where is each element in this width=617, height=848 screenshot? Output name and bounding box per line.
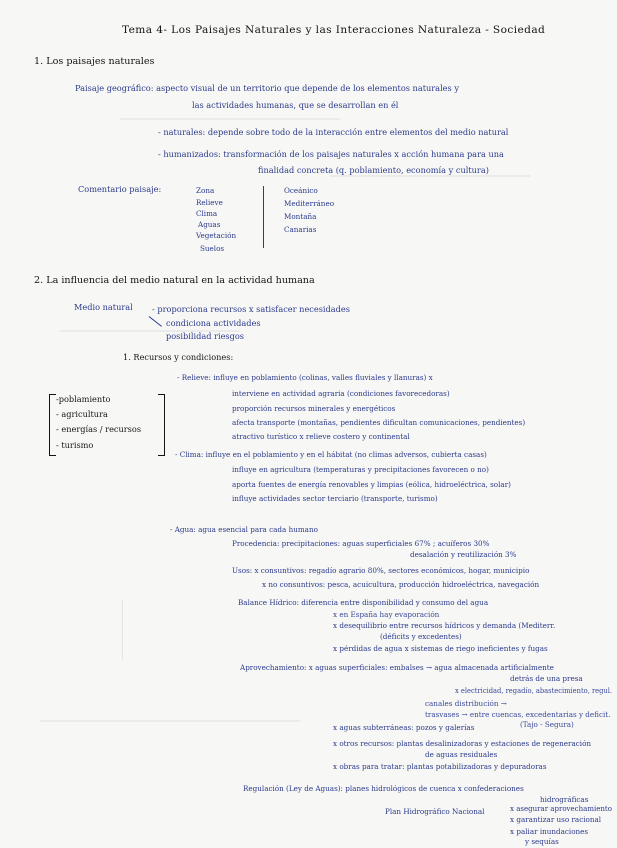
clima-line: aporta fuentes de energía renovables y limpias (eólica, hidroeléctrica, solar) [232,480,511,489]
clima-line: influye en agricultura (temperaturas y precipitaciones favorecen o no) [232,465,489,474]
paisaje-definition-line-2: las actividades humanas, que se desarrollan en él [192,100,399,110]
clima-type: Canarias [284,225,317,234]
comentario-item: Clima [196,209,218,218]
branch-line [149,316,162,327]
balance-line: x pérdidas de agua x sistemas de riego ineficientes y fugas [333,644,548,653]
medio-natural-label: Medio natural [74,302,133,312]
relieve-line: atractivo turístico x relieve costero y continental [232,432,410,441]
relieve-line: interviene en actividad agraria (condiciones favorecedoras) [232,389,450,398]
side-list-item: -poblamiento [56,394,111,404]
medio-item: posibilidad riesgos [166,331,245,341]
page-title: Tema 4- Los Paisajes Naturales y las Interacciones Naturaleza - Sociedad [122,24,546,36]
section-2-heading: 2. La influencia del medio natural en la actividad humana [34,275,315,286]
section-1-heading: 1. Los paisajes naturales [34,56,155,67]
regulacion-line: Plan Hidrográfico Nacional [385,807,485,816]
relieve-line: proporción recursos minerales y energéticos [232,404,396,413]
aprovechamiento-line: x obras para tratar: plantas potabilizadoras y depuradoras [333,762,547,771]
right-bracket [158,394,165,456]
bleed-through-mark [120,118,340,120]
divider-line [263,186,264,248]
procedencia-line: desalación y reutilización 3% [410,550,517,559]
balance-line: Balance Hídrico: diferencia entre disponibilidad y consumo del agua [238,598,489,607]
comentario-item: Relieve [196,198,223,207]
aprovechamiento-line: de aguas residuales [425,750,498,759]
bleed-through-mark [122,600,123,660]
aprovechamiento-line: Aprovechamiento: x aguas superficiales: embalses → agua almacenada artificialmente [240,663,554,672]
regulacion-line: y sequías [525,837,559,846]
side-list-item: - agricultura [56,409,108,419]
humanizados-definition-line-2: finalidad concreta (q. poblamiento, economía y cultura) [258,165,489,175]
comentario-item: Vegetación [196,231,237,240]
usos-line: x no consuntivos: pesca, acuicultura, producción hidroeléctrica, navegación [262,580,540,589]
aprovechamiento-line: x electricidad, regadío, abastecimiento, regul. [455,686,613,695]
medio-item: condiciona actividades [166,318,261,328]
balance-line: x desequilibrio entre recursos hídricos y demanda (Mediterr. [333,621,556,630]
regulacion-line: x garantizar uso racional [510,815,602,824]
comentario-item: Zona [196,186,215,195]
clima-type: Oceánico [284,186,318,195]
clima-line: - Clima: influye en el poblamiento y en el hábitat (no climas adversos, cubierta casas) [175,450,487,459]
naturales-definition: - naturales: depende sobre todo de la interacción entre elementos del medio natural [158,127,509,137]
bleed-through-mark [40,720,300,722]
aprovechamiento-line: canales distribución → [425,699,507,708]
clima-type: Mediterráneo [284,199,335,208]
procedencia-line: Procedencia: precipitaciones: aguas superficiales 67% ; acuíferos 30% [232,539,490,548]
comentario-item: Aguas [198,220,221,229]
paisaje-definition-line-1: Paisaje geográfico: aspecto visual de un territorio que depende de los elementos naturales y [75,83,459,93]
humanizados-definition-line-1: - humanizados: transformación de los paisajes naturales x acción humana para una [158,149,504,159]
regulacion-line: Regulación (Ley de Aguas): planes hidrológicos de cuenca x confederaciones [243,784,524,793]
agua-intro: - Agua: agua esencial para cada humano [170,525,318,534]
aprovechamiento-line: x aguas subterráneas: pozos y galerías [333,723,475,732]
regulacion-line: x paliar inundaciones [510,827,589,836]
comentario-label: Comentario paisaje: [78,184,162,194]
relieve-line: afecta transporte (montañas, pendientes dificultan comunicaciones, pendientes) [232,418,526,427]
recursos-heading: 1. Recursos y condiciones: [123,352,234,362]
left-bracket [49,394,56,456]
balance-line: x en España hay evaporación [333,610,440,619]
aprovechamiento-line: trasvases → entre cuencas, excedentarias y deficit. [425,710,611,719]
regulacion-line: hidrográficas [540,795,589,804]
clima-type: Montaña [284,212,317,221]
comentario-item: Suelos [200,244,225,253]
aprovechamiento-line: (Tajo - Segura) [520,720,574,729]
relieve-line: - Relieve: influye en poblamiento (colinas, valles fluviales y llanuras) x [177,373,433,382]
aprovechamiento-line: detrás de una presa [510,674,583,683]
regulacion-line: x asegurar aprovechamiento [510,804,612,813]
side-list-item: - turismo [56,440,94,450]
side-list-item: - energías / recursos [56,424,142,434]
aprovechamiento-line: x otros recursos: plantas desalinizadoras y estaciones de regeneración [333,739,592,748]
usos-line: Usos: x consuntivos: regadío agrario 80%, sectores económicos, hogar, municipio [232,566,530,575]
bleed-through-mark [330,175,530,177]
clima-line: influye actividades sector terciario (transporte, turismo) [232,494,438,503]
medio-item: - proporciona recursos x satisfacer necesidades [152,304,350,314]
balance-line: (déficits y excedentes) [380,632,462,641]
